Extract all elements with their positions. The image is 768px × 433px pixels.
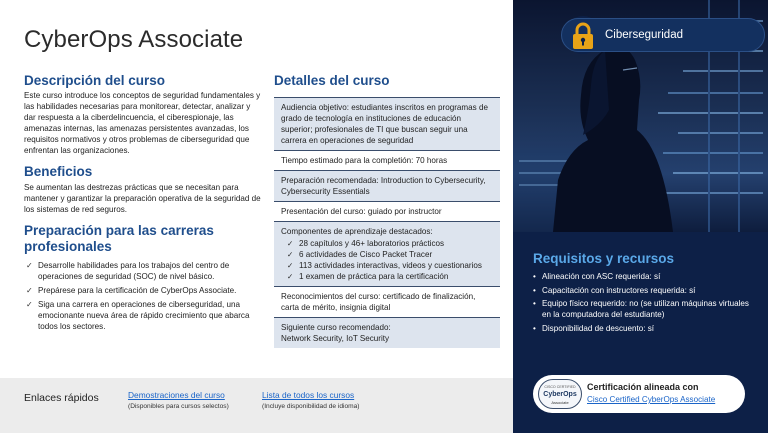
descripcion-heading: Descripción del curso <box>24 73 166 88</box>
bullet-icon: • <box>533 272 536 281</box>
list-item-text: Equipo físico requerido: no (se utilizan máquinas virtuales en la computadora del estudiante) <box>542 299 749 319</box>
list-item <box>533 323 758 334</box>
requisitos-section <box>533 251 758 336</box>
detalle-tiempo: Tiempo estimado para la completión: 70 horas <box>274 150 500 170</box>
list-item <box>533 298 758 320</box>
check-icon: ✓ <box>26 300 33 309</box>
list-item-text: Prepárese para la certificación de CyberOps Associate. <box>38 286 237 295</box>
list-item-text: 6 actividades de Cisco Packet Tracer <box>299 250 433 259</box>
logo-bottom-text: Associate <box>551 400 569 405</box>
detalles-column <box>274 73 500 348</box>
detalle-siguiente <box>274 317 500 348</box>
list-item <box>281 271 494 282</box>
bullet-icon: • <box>533 285 536 295</box>
detalle-audiencia: Audiencia objetivo: estudiantes inscritos en programas de grado de tecnología en instituciones de educación superior; profesionales de TI que buscan seguir una carrera en operaciones de seguridad <box>274 97 500 150</box>
quick-link-courses <box>262 390 360 410</box>
preparacion-heading: Preparación para las carreras profesionales <box>24 223 214 254</box>
check-icon: ✓ <box>287 272 294 281</box>
demos-link-note: (Disponibles para cursos selectos) <box>128 403 229 410</box>
list-item <box>281 260 494 271</box>
requisitos-heading: Requisitos y recursos <box>533 251 675 266</box>
check-icon: ✓ <box>287 250 294 259</box>
left-column <box>24 73 264 335</box>
courses-link-note: (Incluye disponibilidad de idioma) <box>262 403 360 410</box>
siguiente-label: Siguiente curso recomendado: <box>281 323 391 332</box>
list-item-text: Alineación con ASC requerida: sí <box>542 272 661 281</box>
certificacion-card <box>533 375 745 413</box>
list-item-text: Desarrolle habilidades para los trabajos del centro de operaciones de seguridad (SOC) de nivel básico. <box>38 261 230 281</box>
check-icon: ✓ <box>287 239 294 248</box>
siguiente-value: Network Security, IoT Security <box>281 334 390 343</box>
bullet-icon: • <box>533 299 536 308</box>
detalle-reconocimientos: Reconocimientos del curso: certificado de finalización, carta de mérito, insignia digital <box>274 286 500 317</box>
list-item-text: 28 capítulos y 46+ laboratorios prácticos <box>299 239 445 248</box>
quick-link-demos <box>128 390 229 410</box>
check-icon: ✓ <box>26 286 33 295</box>
detalles-heading: Detalles del curso <box>274 73 390 88</box>
logo-main-text: CyberOps <box>543 391 577 398</box>
list-item <box>24 260 264 282</box>
check-icon: ✓ <box>287 261 294 270</box>
detalle-componentes <box>274 221 500 286</box>
list-item-text: 113 actividades interactivas, videos y cuestionarios <box>299 261 482 270</box>
requisitos-list <box>533 271 758 334</box>
list-item <box>281 238 494 249</box>
bullet-icon: • <box>533 323 536 333</box>
badge-label: Ciberseguridad <box>605 29 683 41</box>
componentes-list <box>281 238 494 282</box>
quick-links-heading: Enlaces rápidos <box>24 392 99 404</box>
list-item <box>24 299 264 332</box>
list-item <box>281 249 494 260</box>
preparacion-list <box>24 260 264 332</box>
list-item <box>24 285 264 296</box>
certificacion-title: Certificación alineada con <box>587 382 699 392</box>
certificacion-link[interactable]: Cisco Certified CyberOps Associate <box>587 395 716 404</box>
beneficios-heading: Beneficios <box>24 164 93 179</box>
right-panel <box>513 0 768 433</box>
detalle-preparacion: Preparación recomendada: Introduction to Cybersecurity, Cybersecurity Essentials <box>274 170 500 201</box>
demos-link[interactable]: Demostraciones del curso <box>128 390 225 400</box>
check-icon: ✓ <box>26 261 33 270</box>
list-item <box>533 285 758 296</box>
componentes-label: Componentes de aprendizaje destacados: <box>281 227 433 236</box>
detalle-presentacion: Presentación del curso: guiado por instructor <box>274 201 500 221</box>
list-item <box>533 271 758 282</box>
beneficios-text: Se aumentan las destrezas prácticas que se necesitan para mantener y garantizar la preparación operativa de la seguridad de los sistemas de red seguros. <box>24 183 261 214</box>
list-item-text: Capacitación con instructores requerida: sí <box>542 285 696 295</box>
list-item-text: Siga una carrera en operaciones de ciberseguridad, una emocionante nueva área de rápido crecimiento que abarca todos los sectores. <box>38 300 250 331</box>
cyberops-logo <box>538 379 582 409</box>
page-title: CyberOps Associate <box>24 26 244 53</box>
courses-list-link[interactable]: Lista de todos los cursos <box>262 390 355 400</box>
lock-icon <box>571 22 595 50</box>
quick-links-bar <box>0 378 513 433</box>
descripcion-text: Este curso introduce los conceptos de seguridad fundamentales y las habilidades necesarias para monitorear, detectar, analizar y dar respuesta a la ciberdelincuencia, el ciberespionaje, las amenazas internas, las amenazas persistentes avanzadas, los requisitos normativos y otros problemas de ciberseguridad que enfrentan las organizaciones. <box>24 91 261 155</box>
logo-top-text: CISCO CERTIFIED <box>544 385 576 389</box>
list-item-text: Disponibilidad de descuento: sí <box>542 323 655 333</box>
list-item-text: 1 examen de práctica para la certificación <box>299 272 449 281</box>
